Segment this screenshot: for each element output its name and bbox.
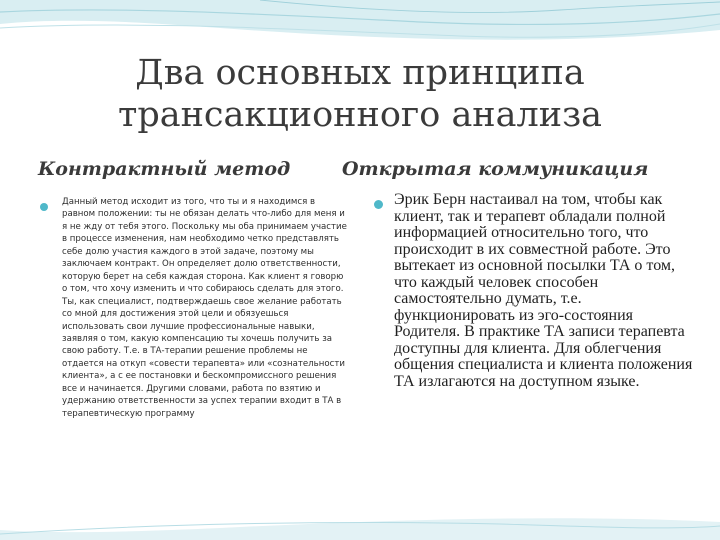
left-column-heading: Контрактный метод (38, 158, 291, 180)
right-column-text: Эрик Берн настаивал на том, чтобы как клиент, так и терапевт обладали полной информацией относительно того, что происходит в их совместной работе. Это вытекает из основной посылки ТА о том, что каждый человек способен самостоятельно думать, т.е. функционировать из эго-состояния Родителя. В практике ТА записи терапевта доступны для клиента. Для облегчения общения специалиста и клиента положения ТА излагаются на доступном языке. (394, 191, 693, 391)
left-column-text: Данный метод исходит из того, что ты и я находимся в равном положении: ты не обязан делать что-либо для меня и я не жду от тебя этого. Поскольку мы оба принимаем участие в процессе изменения, нам необходимо четко представлять себе долю участия каждого в этой задаче, поэтому мы заключаем контракт. Он определяет долю ответственности, которую берет на себя каждая сторона. Как клиент я говорю о том, что хочу изменить и что собираюсь сделать для этого. Ты, как специалист, подтверждаешь свое желание работать со мной для достижения этой цели и обязуешься использовать свои лучшие профессиональные навыки, заявляя о том, какую компенсацию ты хочешь получить за свою работу. Т.е. в ТА-терапии решение проблемы не отдается на откуп «совести терапевта» или «сознательности клиента», а с ее постановки и бескомпромиссного решения все и начинается. Другими словами, работа по взятию и удержанию ответственности за успех терапии входит в ТА в терапевтическую программу (62, 197, 347, 419)
bottom-wave-band (0, 518, 720, 540)
slide-title: Два основных принципа трансакционного анализа (117, 53, 603, 135)
right-bullet-icon (374, 200, 383, 209)
right-column-heading: Открытая коммуникация (342, 158, 649, 180)
top-wave-band (0, 0, 720, 40)
left-bullet-icon (40, 203, 48, 211)
